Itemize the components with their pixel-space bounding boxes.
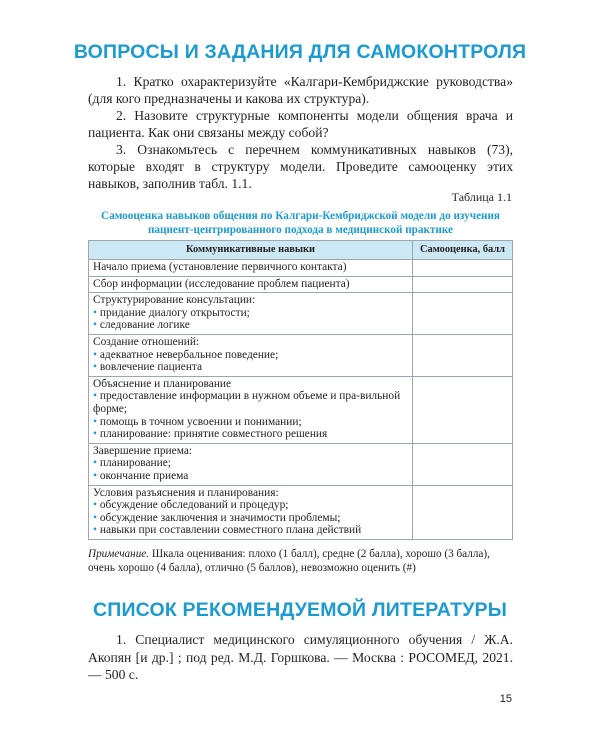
skill-group-title: Объяснение и планирование	[93, 377, 232, 390]
score-cell[interactable]	[413, 334, 513, 376]
score-cell[interactable]	[413, 293, 513, 335]
table-row	[89, 276, 513, 293]
skill-list-item	[93, 307, 408, 320]
skill-list-item-text: навыки при составлении совместного плана действий	[99, 524, 362, 537]
bullet-icon: •	[93, 457, 97, 470]
score-cell[interactable]	[413, 376, 513, 443]
bullet-icon: •	[93, 415, 97, 428]
question-1: 1. Кратко охарактеризуйте «Калгари-Кембриджские руководства» (для кого предназначены и какова их структура).	[88, 74, 513, 106]
bullet-icon: •	[93, 390, 97, 403]
bullet-icon: •	[93, 361, 97, 374]
skill-list-item-text: вовлечение пациента	[99, 361, 203, 374]
skill-cell	[89, 276, 413, 293]
self-assessment-table	[88, 240, 513, 540]
skill-list-item-text: планирование;	[99, 457, 171, 470]
skill-list-item	[93, 361, 408, 374]
skill-cell	[89, 293, 413, 335]
bullet-icon: •	[93, 428, 97, 441]
skill-group-title: Начало приема (установление первичного контакта)	[93, 261, 347, 273]
bullet-icon: •	[93, 306, 97, 319]
skill-group-title: Структурирование консультации:	[93, 294, 256, 307]
table-label: Таблица 1.1	[451, 190, 512, 204]
table-note-text: Шкала оценивания: плохо (1 балл), средне (2 балла), хорошо (3 балла), очень хорошо (4 балла), отлично (5 баллов), невозможно оценить (#)	[88, 548, 490, 574]
question-2: 2. Назовите структурные компоненты модели общения врача и пациента. Как они связаны между собой?	[88, 108, 513, 140]
skill-group-title: Условия разъяснения и планирования:	[93, 486, 279, 499]
skill-list-item-text: помощь в точном усвоении и понимании;	[99, 415, 302, 428]
skill-list-item-text: придание диалогу открытости;	[99, 306, 250, 319]
bullet-icon: •	[93, 524, 97, 537]
skill-group-title: Сбор информации (исследование проблем пациента)	[93, 277, 350, 290]
table-caption-line-1: Самооценка навыков общения по Калгари-Кембриджской модели до изучения	[101, 210, 500, 222]
skill-cell	[89, 334, 413, 376]
question-3: 3. Ознакомьтесь с перечнем коммуникативных навыков (73), которые входят в структуру модели. Проведите самооценку этих навыков, заполнив табл. 1.1.	[88, 142, 513, 191]
page-number: 15	[499, 693, 512, 705]
skill-list-item-text: обсуждение заключения и значимости проблемы;	[99, 511, 341, 524]
reference-item: 1. Специалист медицинского симуляционного обучения / Ж.А. Акопян [и др.] ; под ред. М.Д. Горшкова. — Москва : РОСОМЕД, 2021. — 500 с.	[88, 632, 513, 682]
score-cell[interactable]	[413, 260, 513, 277]
skill-list-item	[93, 349, 408, 362]
table-row	[89, 334, 513, 376]
skill-list-item-text: адекватное невербальное поведение;	[99, 348, 279, 361]
skill-list-item	[93, 457, 408, 470]
skill-cell	[89, 260, 413, 277]
skill-cell	[89, 376, 413, 443]
skill-list-item-text: предоставление информации в нужном объеме и пра-вильной форме;	[93, 390, 401, 415]
skill-list-item	[93, 470, 408, 483]
score-cell[interactable]	[413, 485, 513, 539]
column-header-skills: Коммуникативные навыки	[89, 241, 413, 260]
bullet-icon: •	[93, 469, 97, 482]
bullet-icon: •	[93, 511, 97, 524]
table-row	[89, 443, 513, 485]
skill-list-item	[93, 319, 408, 332]
table-row	[89, 376, 513, 443]
table-row	[89, 260, 513, 277]
column-header-score: Самооценка, балл	[413, 241, 513, 260]
skill-list-item	[93, 512, 408, 525]
skill-list-item	[93, 390, 408, 415]
skill-list-item	[93, 416, 408, 429]
table-row	[89, 293, 513, 335]
bullet-icon: •	[93, 319, 97, 332]
section-title-self-control: ВОПРОСЫ И ЗАДАНИЯ ДЛЯ САМОКОНТРОЛЯ	[73, 41, 527, 63]
skill-list-item	[93, 428, 408, 441]
table-header-row	[89, 241, 513, 260]
table-row	[89, 485, 513, 539]
skill-group-title: Создание отношений:	[93, 335, 200, 348]
section-title-literature: СПИСОК РЕКОМЕНДУЕМОЙ ЛИТЕРАТУРЫ	[92, 599, 508, 621]
score-cell[interactable]	[413, 276, 513, 293]
skill-list-item-text: планирование: принятие совместного решения	[99, 428, 328, 441]
skill-group-title: Завершение приема:	[93, 444, 193, 457]
skill-list-item	[93, 499, 408, 512]
skill-list-item-text: следование логике	[99, 319, 190, 332]
skill-list-item-text: обсуждение обследований и процедур;	[99, 499, 289, 512]
skill-cell	[89, 485, 413, 539]
skill-list-item-text: окончание приема	[99, 469, 189, 482]
score-cell[interactable]	[413, 443, 513, 485]
bullet-icon: •	[93, 499, 97, 512]
bullet-icon: •	[93, 348, 97, 361]
table-note	[88, 547, 513, 575]
skill-list-item	[93, 524, 408, 537]
skill-cell	[89, 443, 413, 485]
table-note-label: Примечание.	[88, 548, 150, 560]
table-caption-line-2: пациент-центрированного подхода в медицинской практике	[147, 224, 454, 236]
table-caption	[88, 209, 513, 237]
